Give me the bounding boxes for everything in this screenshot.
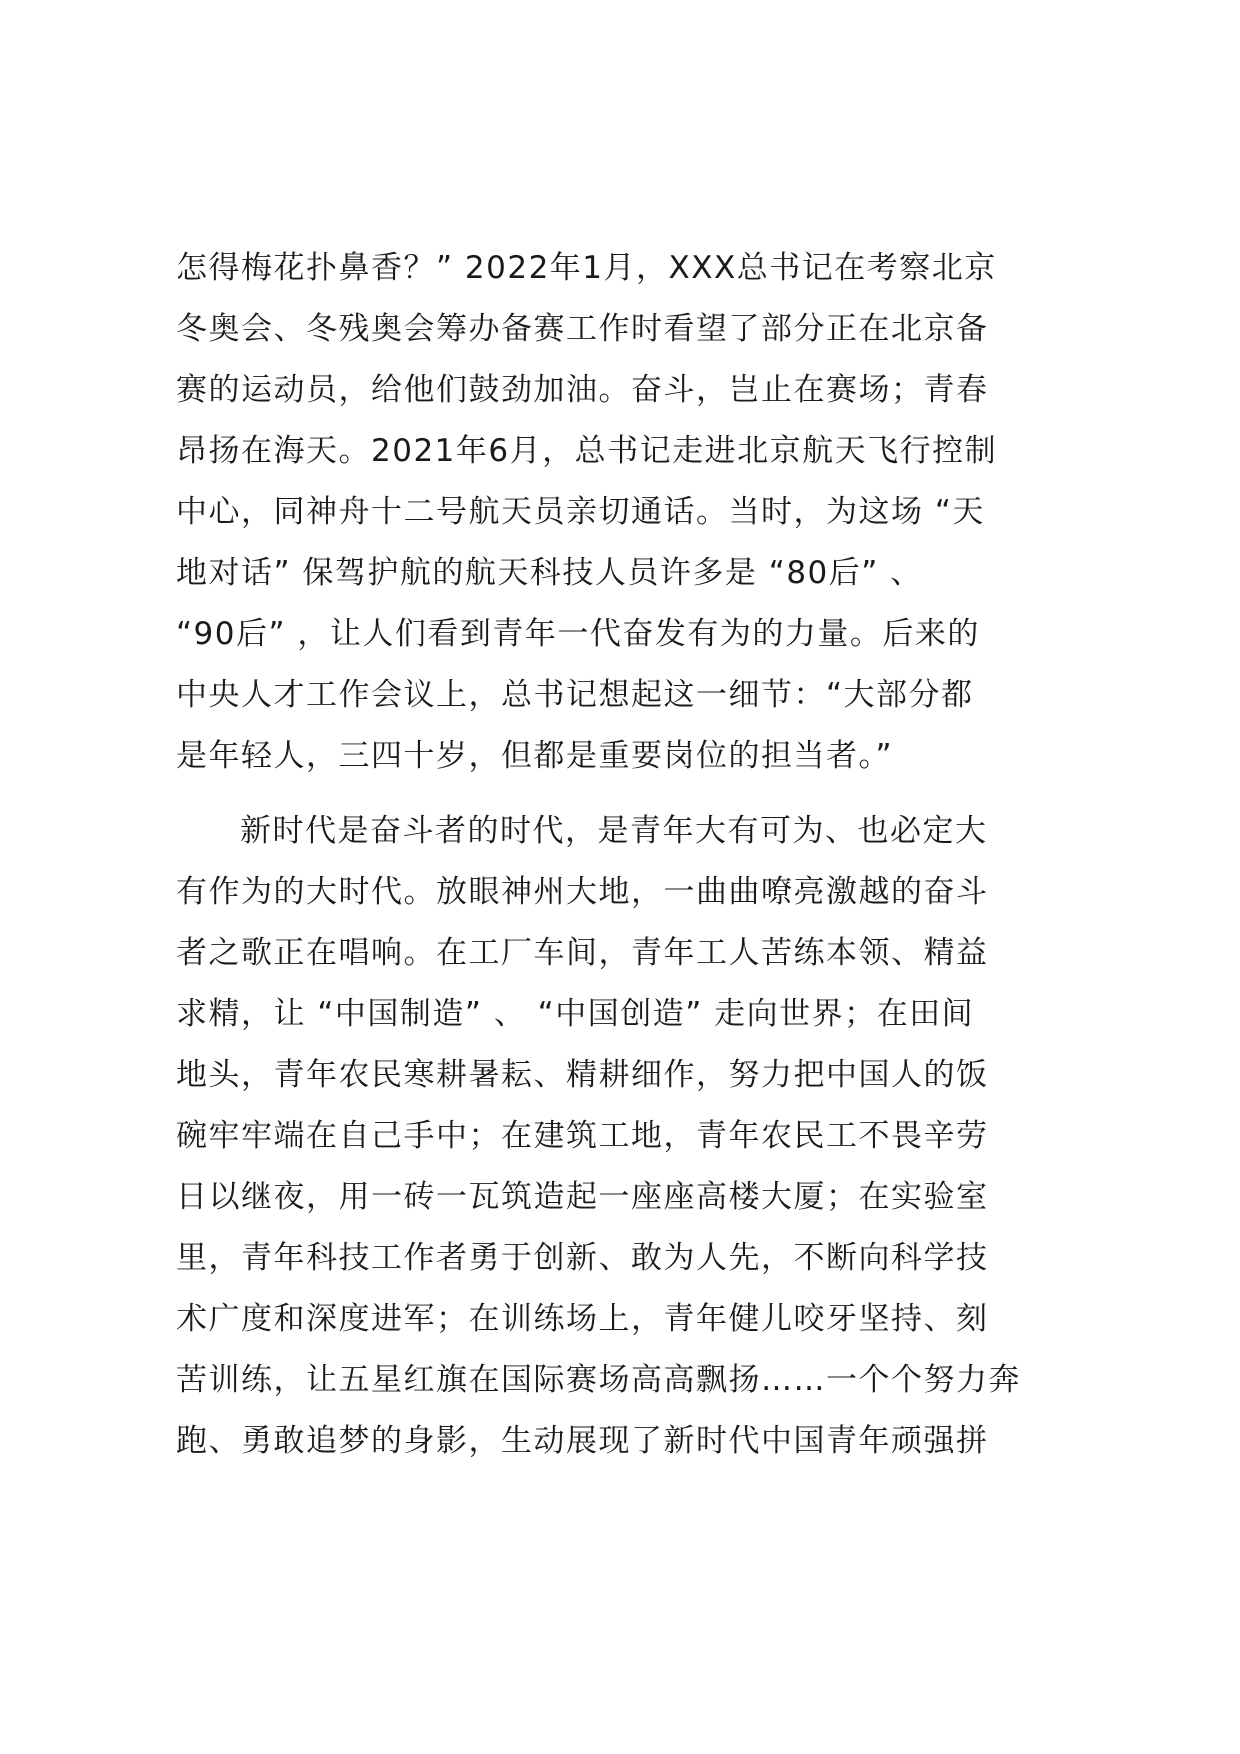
document-body (176, 238, 1116, 1472)
text-line: “90后” ，让人们看到青年一代奋发有为的力量。后来的 (176, 616, 980, 652)
text-line: 地对话” 保驾护航的航天科技人员许多是 “80后” 、 (176, 555, 923, 591)
text-line: 跑、勇敢追梦的身影，生动展现了新时代中国青年顽强拼 (176, 1423, 989, 1459)
text-line: 碗牢牢端在自己手中；在建筑工地，青年农民工不畏辛劳 (176, 1118, 989, 1154)
text-line: 日以继夜，用一砖一瓦筑造起一座座高楼大厦；在实验室 (176, 1179, 989, 1215)
text-line: 苦训练，让五星红旗在国际赛场高高飘扬……一个个努力奔 (176, 1362, 1021, 1398)
text-line: 中央人才工作会议上，总书记想起这一细节：“大部分都 (176, 677, 974, 713)
text-line: 有作为的大时代。放眼神州大地，一曲曲嘹亮激越的奋斗 (176, 874, 989, 910)
text-line: 新时代是奋斗者的时代，是青年大有可为、也必定大 (240, 813, 988, 849)
paragraph-1 (176, 238, 1116, 787)
text-line: 怎得梅花扑鼻香？” 2022年1月，XXX总书记在考察北京 (176, 250, 997, 286)
text-line: 昂扬在海天。2021年6月，总书记走进北京航天飞行控制 (176, 433, 998, 469)
text-line: 赛的运动员，给他们鼓劲加油。奋斗，岂止在赛场；青春 (176, 372, 989, 408)
text-line: 求精，让 “中国制造” 、 “中国创造” 走向世界；在田间 (176, 996, 975, 1032)
text-line: 里，青年科技工作者勇于创新、敢为人先，不断向科学技 (176, 1240, 989, 1276)
text-line: 是年轻人，三四十岁，但都是重要岗位的担当者。” (176, 738, 894, 774)
text-line: 者之歌正在唱响。在工厂车间，青年工人苦练本领、精益 (176, 935, 989, 971)
paragraph-2 (176, 801, 1116, 1472)
text-line: 术广度和深度进军；在训练场上，青年健儿咬牙坚持、刻 (176, 1301, 989, 1337)
paragraph-gap (176, 787, 1116, 801)
text-line: 中心，同神舟十二号航天员亲切通话。当时，为这场 “天 (176, 494, 985, 530)
text-line: 冬奥会、冬残奥会筹办备赛工作时看望了部分正在北京备 (176, 311, 989, 347)
text-line: 地头，青年农民寒耕暑耘、精耕细作，努力把中国人的饭 (176, 1057, 989, 1093)
